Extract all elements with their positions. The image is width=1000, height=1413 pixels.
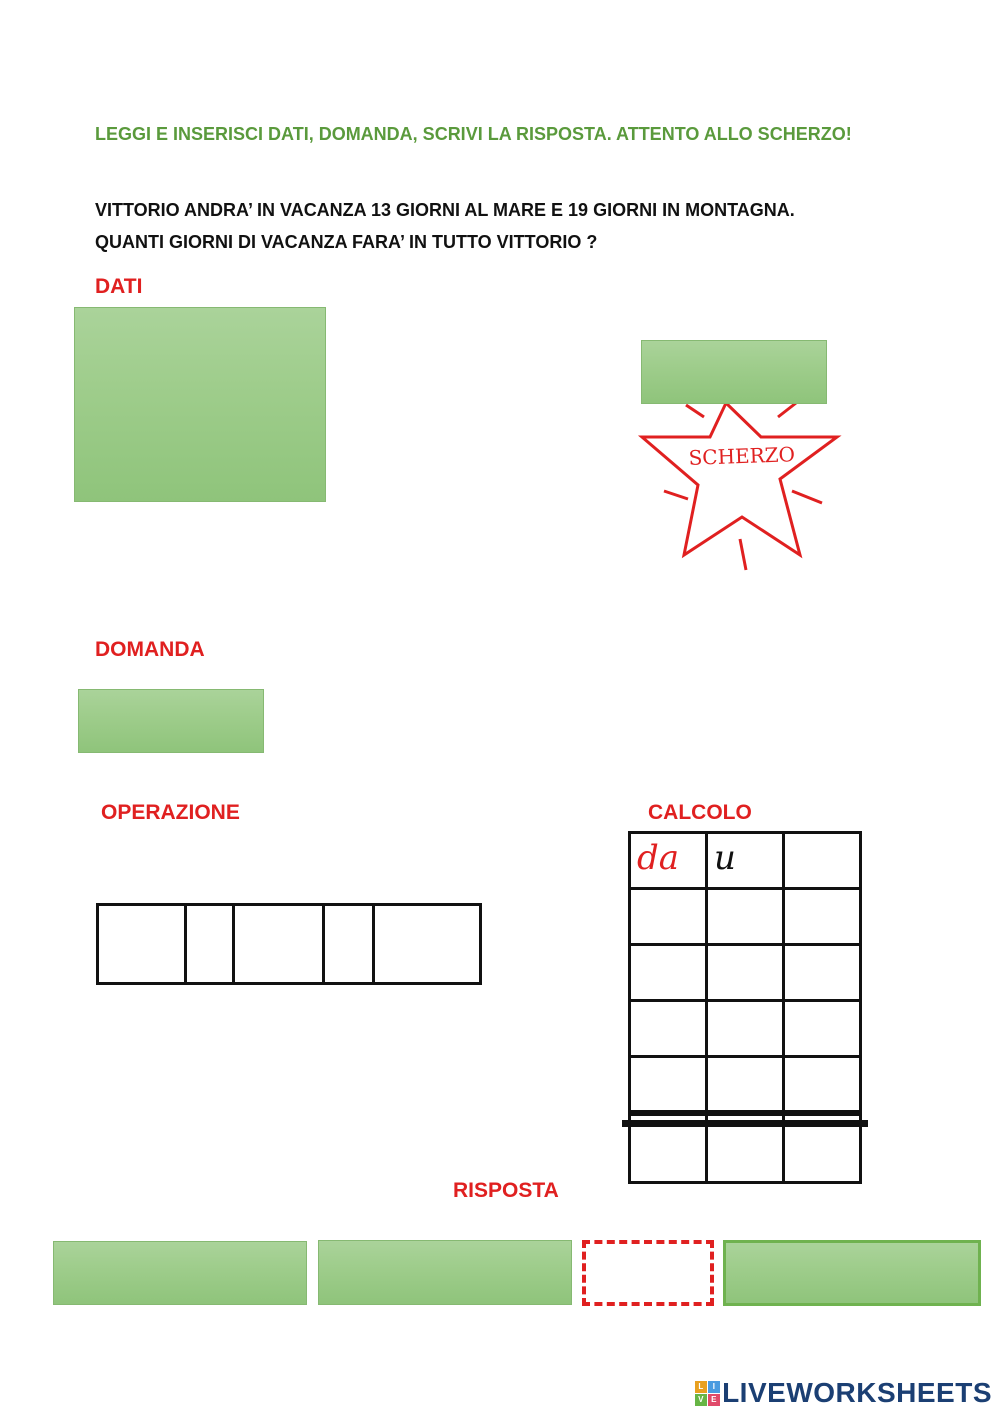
calcolo-title: CALCOLO xyxy=(648,801,752,824)
dati-drop-zone[interactable] xyxy=(74,307,326,502)
calc-cell[interactable] xyxy=(707,945,784,1001)
risposta-title: RISPOSTA xyxy=(453,1179,559,1202)
domanda-title: DOMANDA xyxy=(95,638,205,661)
calc-cell[interactable] xyxy=(784,1001,861,1057)
units-label: u xyxy=(714,838,736,878)
liveworksheets-logo xyxy=(695,1377,992,1409)
tens-label: da xyxy=(637,838,680,878)
operation-equals-input[interactable] xyxy=(325,906,375,982)
calc-cell[interactable] xyxy=(707,889,784,945)
calc-cell[interactable] xyxy=(707,1001,784,1057)
risposta-drop-zone-3[interactable] xyxy=(723,1240,981,1306)
calc-cell[interactable] xyxy=(630,889,707,945)
operation-second-number-input[interactable] xyxy=(235,906,325,982)
calc-cell[interactable] xyxy=(630,1001,707,1057)
domanda-drop-zone[interactable] xyxy=(78,689,264,753)
operazione-title: OPERAZIONE xyxy=(101,801,240,824)
problem-text: VITTORIO ANDRA’ IN VACANZA 13 GIORNI AL MARE E 19 GIORNI IN MONTAGNA. QUANTI GIORNI DI VACANZA FARA’ IN TUTTO VITTORIO ? xyxy=(95,200,795,252)
risposta-drop-zone-1[interactable] xyxy=(53,1241,307,1305)
calc-cell[interactable] xyxy=(784,833,861,889)
risposta-scherzo-slot[interactable] xyxy=(582,1240,714,1306)
star-icon xyxy=(642,403,837,555)
calc-header-tens xyxy=(630,833,707,889)
calc-cell[interactable] xyxy=(630,945,707,1001)
calc-cell[interactable] xyxy=(784,889,861,945)
scherzo-star-stamp xyxy=(630,395,850,575)
liveworksheets-logo-text: LIVEWORKSHEETS xyxy=(722,1377,992,1408)
operation-input-row xyxy=(96,903,482,985)
calc-cell[interactable] xyxy=(630,1057,707,1113)
operation-sign-input[interactable] xyxy=(187,906,235,982)
stamp-label: SCHERZO xyxy=(688,442,796,470)
dati-title: DATI xyxy=(95,275,143,298)
calcolo-grid xyxy=(628,831,862,1184)
risposta-drop-zone-2[interactable] xyxy=(318,1240,572,1305)
sum-line-divider xyxy=(622,1120,868,1127)
instructions-text: LEGGI E INSERISCI DATI, DOMANDA, SCRIVI LA RISPOSTA. ATTENTO ALLO SCHERZO! xyxy=(95,124,852,144)
liveworksheets-logo-icon: L I V E xyxy=(695,1381,720,1406)
calc-cell[interactable] xyxy=(784,945,861,1001)
calc-header-units xyxy=(707,833,784,889)
operation-result-input[interactable] xyxy=(375,906,479,982)
calc-cell[interactable] xyxy=(707,1057,784,1113)
scherzo-drop-zone[interactable] xyxy=(641,340,827,404)
calc-cell[interactable] xyxy=(784,1057,861,1113)
operation-first-number-input[interactable] xyxy=(99,906,187,982)
